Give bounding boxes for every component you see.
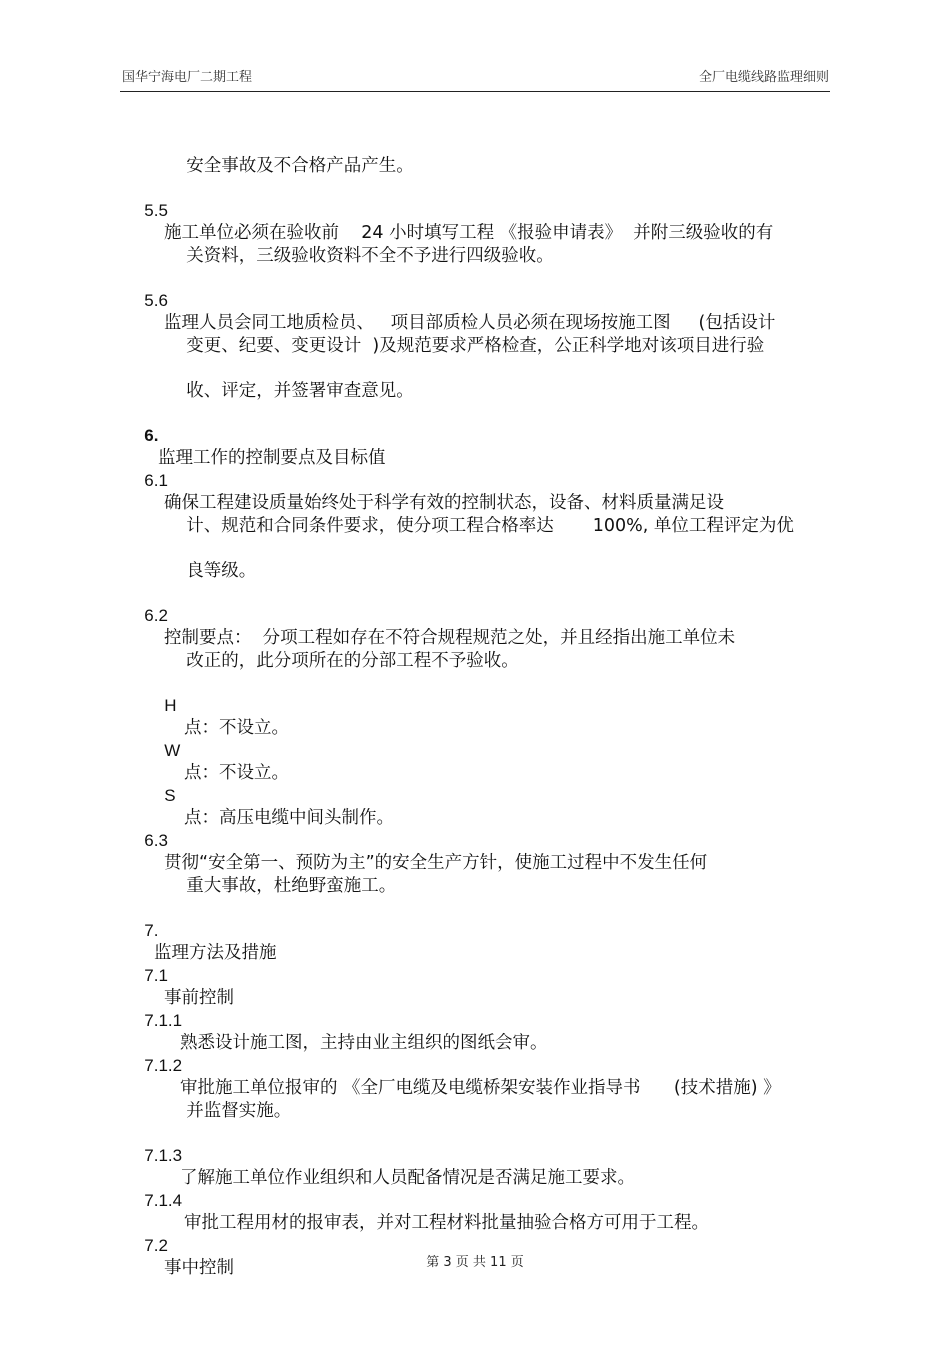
- clause-number: 6.3: [144, 831, 168, 850]
- clause-number: 6.2: [144, 606, 168, 625]
- line-text: 点：高压电缆中间头制作。: [184, 808, 394, 828]
- section-number: 6.: [144, 426, 159, 445]
- line-text: 改正的，此分项所在的分部工程不予验收。: [186, 651, 519, 671]
- line-text: 点：不设立。: [184, 763, 289, 783]
- point-letter: S: [164, 786, 176, 805]
- line-text: 审批工程用材的报审表，并对工程材料批量抽验合格方可用于工程。: [184, 1213, 709, 1233]
- clause-number: 7.1.1: [144, 1011, 183, 1030]
- body-line: [164, 223, 554, 289]
- line-text: 审批施工单位报审的 《全厂电缆及电缆桥架安装作业指导书 (技术措施) 》: [180, 1078, 781, 1098]
- point-letter: W: [164, 741, 181, 760]
- clause-number: 5.5: [144, 201, 168, 220]
- clause-number: 7.2: [144, 1236, 168, 1255]
- point-letter: H: [164, 696, 177, 715]
- section-title: 监理方法及措施: [154, 943, 277, 963]
- page-number: 第 3 页 共 11 页: [426, 1255, 524, 1270]
- clause-number: 7.1.4: [144, 1191, 183, 1210]
- clause-number: 7.1.2: [144, 1056, 183, 1075]
- body-line: [164, 1078, 291, 1144]
- body-line: [164, 853, 396, 919]
- body-line: [164, 493, 794, 559]
- line-text: 安全事故及不合格产品产生。: [186, 156, 414, 176]
- body-line: [164, 358, 414, 424]
- line-text: 良等级。: [186, 561, 257, 581]
- clause-number: 7.1.3: [144, 1146, 183, 1165]
- line-text: 重大事故，杜绝野蛮施工。: [186, 876, 397, 896]
- section-number: 7.: [144, 921, 159, 940]
- line-text: 关资料，三级验收资料不全不予进行四级验收。: [186, 246, 554, 266]
- clause-number: 6.1: [144, 471, 168, 490]
- line-text: 确保工程建设质量始终处于科学有效的控制状态，设备、材料质量满足设: [164, 493, 724, 513]
- clause-number: 7.1: [144, 966, 168, 985]
- line-text: 施工单位必须在验收前 24 小时填写工程 《报验申请表》 并附三级验收的有: [164, 223, 774, 243]
- clause-number: 5.6: [144, 291, 168, 310]
- line-text: 计、规范和合同条件要求，使分项工程合格率达 100%, 单位工程评定为优: [186, 516, 794, 536]
- line-text: 了解施工单位作业组织和人员配备情况是否满足施工要求。: [180, 1168, 635, 1188]
- body-line: [164, 628, 519, 694]
- line-text: 事前控制: [164, 988, 234, 1008]
- line-text: 点：不设立。: [184, 718, 289, 738]
- line-text: 监理人员会同工地质检员、 项目部质检人员必须在现场按施工图 (包括设计: [164, 313, 776, 333]
- line-text: 熟悉设计施工图，主持由业主组织的图纸会审。: [180, 1033, 548, 1053]
- body-line: [164, 133, 414, 199]
- section-title: 监理工作的控制要点及目标值: [158, 448, 386, 468]
- line-text: 并监督实施。: [186, 1101, 292, 1121]
- line-text: 收、评定，并签署审查意见。: [186, 381, 414, 401]
- header-divider: [120, 91, 830, 92]
- header-document-title: 全厂电缆线路监理细则: [698, 70, 829, 85]
- line-text: 事中控制: [164, 1258, 234, 1278]
- header-project-name: 国华宁海电厂二期工程: [122, 70, 253, 85]
- line-text: 控制要点： 分项工程如存在不符合规程规范之处，并且经指出施工单位未: [164, 628, 736, 648]
- line-text: 变更、纪要、变更设计 )及规范要求严格检查，公正科学地对该项目进行验: [186, 336, 765, 356]
- body-line: [164, 538, 256, 604]
- line-text: 贯彻“安全第一、预防为主”的安全生产方针，使施工过程中不发生任何: [164, 853, 708, 873]
